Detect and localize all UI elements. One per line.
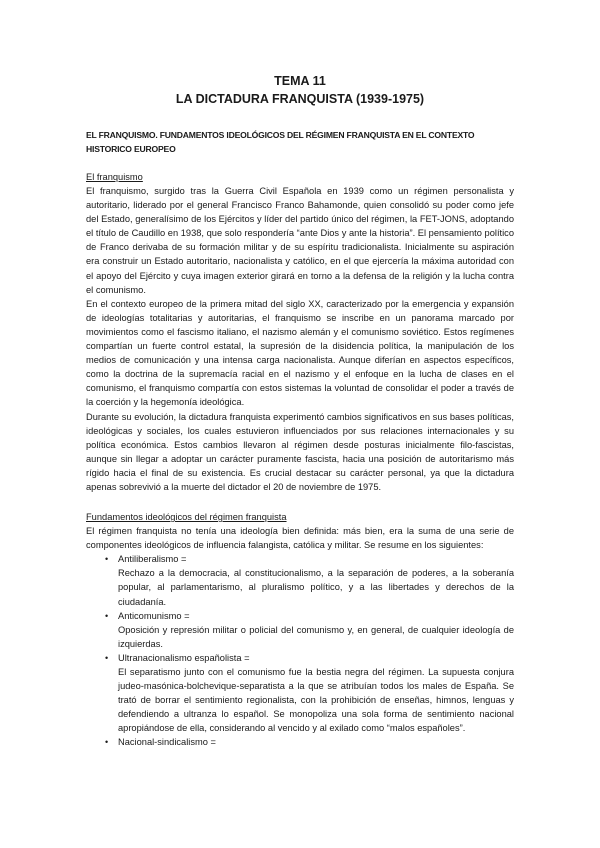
ideology-list <box>86 552 514 749</box>
section-heading-franquismo: El franquismo <box>86 172 143 182</box>
title-line-1: TEMA 11 <box>274 74 326 88</box>
list-item-description: Rechazo a la democracia, al constitucionalismo, a la separación de poderes, a la soberanía popular, al parlamentarismo, al pluralismo político, y a las libertades y derechos de la ciudadanía. <box>118 568 514 607</box>
list-item-label: Antiliberalismo = <box>118 554 187 565</box>
list-item-label: Ultranacionalismo españolista = <box>118 652 250 663</box>
list-item-description: El separatismo junto con el comunismo fue la bestia negra del régimen. La supuesta conjura judeo-masónica-bolchevique-separatista a la que se atribuían todos los males de España. Se trató de borrar el sentimiento regionalista, con la prohibición de enseñas, himnos, lenguas y defendiendo a ultranza lo español. Se monopoliza una sola forma de sentimiento nacional apropiándose de ella, considerando al vencido y al exilado como “malos españoles”. <box>118 667 514 734</box>
section-intro: El régimen franquista no tenía una ideología bien definida: más bien, era la suma de una serie de componentes ideológicos de influencia falangista, católica y militar. Se resume en los siguientes: <box>86 526 514 551</box>
list-item-description: Oposición y represión militar o policial del comunismo y, en general, de cualquier ideología de izquierdas. <box>118 624 514 649</box>
paragraph: El franquismo, surgido tras la Guerra Civil Española en 1939 como un régimen personalista y autoritario, liderado por el general Francisco Franco Bahamonde, quien consolidó su poder como jefe del Estado, generalísimo de los Ejércitos y líder del partido único del régimen, la FET-JONS, adoptando el título de Caudillo en 1938, que solo respondería “ante Dios y ante la historia”. El pensamiento político de Franco derivaba de su formación militar y de su espíritu tradicionalista. Inicialmente su aspiración era construir un Estado autoritario, nacionalista y católico, en el que ejercería la máxima autoridad con el apoyo del Ejército y cuya imagen exterior girará en torno a la defensa de la religión y la lucha contra el comunismo. <box>86 186 514 295</box>
list-item <box>86 552 514 608</box>
list-item-label: Anticomunismo = <box>118 610 190 621</box>
document-title <box>86 72 514 108</box>
section-heading-fundamentos: Fundamentos ideológicos del régimen franquista <box>86 512 287 523</box>
paragraph: Durante su evolución, la dictadura franquista experimentó cambios significativos en sus bases políticas, ideológicas y sociales, los cuales estuvieron influenciados por sus relaciones internacionales y su política económica. Estos cambios llevaron al régimen desde posturas inicialmente filo-fascistas, aunque sin llegar a adoptar un carácter puramente fascista, hacia una posición de autoritarismo más rígido hacia el final de su existencia. Es crucial destacar su carácter personal, ya que la dictadura apenas sobrevivió a la muerte del dictador el 20 de noviembre de 1975. <box>86 411 514 492</box>
bullet-icon: • <box>105 652 109 663</box>
list-item <box>86 609 514 651</box>
list-item <box>86 735 514 749</box>
title-line-2: LA DICTADURA FRANQUISTA (1939-1975) <box>175 92 425 106</box>
paragraph: En el contexto europeo de la primera mitad del siglo XX, caracterizado por la emergencia y expansión de ideologías totalitarias y autoritarias, el franquismo se inscribe en un panorama marcado por movimientos como el fascismo italiano, el nazismo alemán y el comunismo soviético. Estos regímenes compartían un fuerte control estatal, la supresión de la disidencia política, la manipulación de los medios de comunicación y una intensa carga nacionalista. Aunque diferían en aspectos específicos, como la doctrina de la supremacía racial en el nazismo y el enfoque en la lucha de clases en el comunismo, el franquismo compartía con estos sistemas la voluntad de consolidar el poder a través de la coerción y la hegemonía ideológica. <box>86 298 514 408</box>
bullet-icon: • <box>105 554 109 565</box>
document-body <box>86 72 514 750</box>
bullet-icon: • <box>105 737 109 748</box>
list-item-label: Nacional-sindicalismo = <box>118 737 216 748</box>
subject-heading: EL FRANQUISMO. FUNDAMENTOS IDEOLÓGICOS DEL RÉGIMEN FRANQUISTA EN EL CONTEXTO HISTORICO EUROPEO <box>86 130 475 154</box>
list-item <box>86 651 514 736</box>
bullet-icon: • <box>105 610 109 621</box>
